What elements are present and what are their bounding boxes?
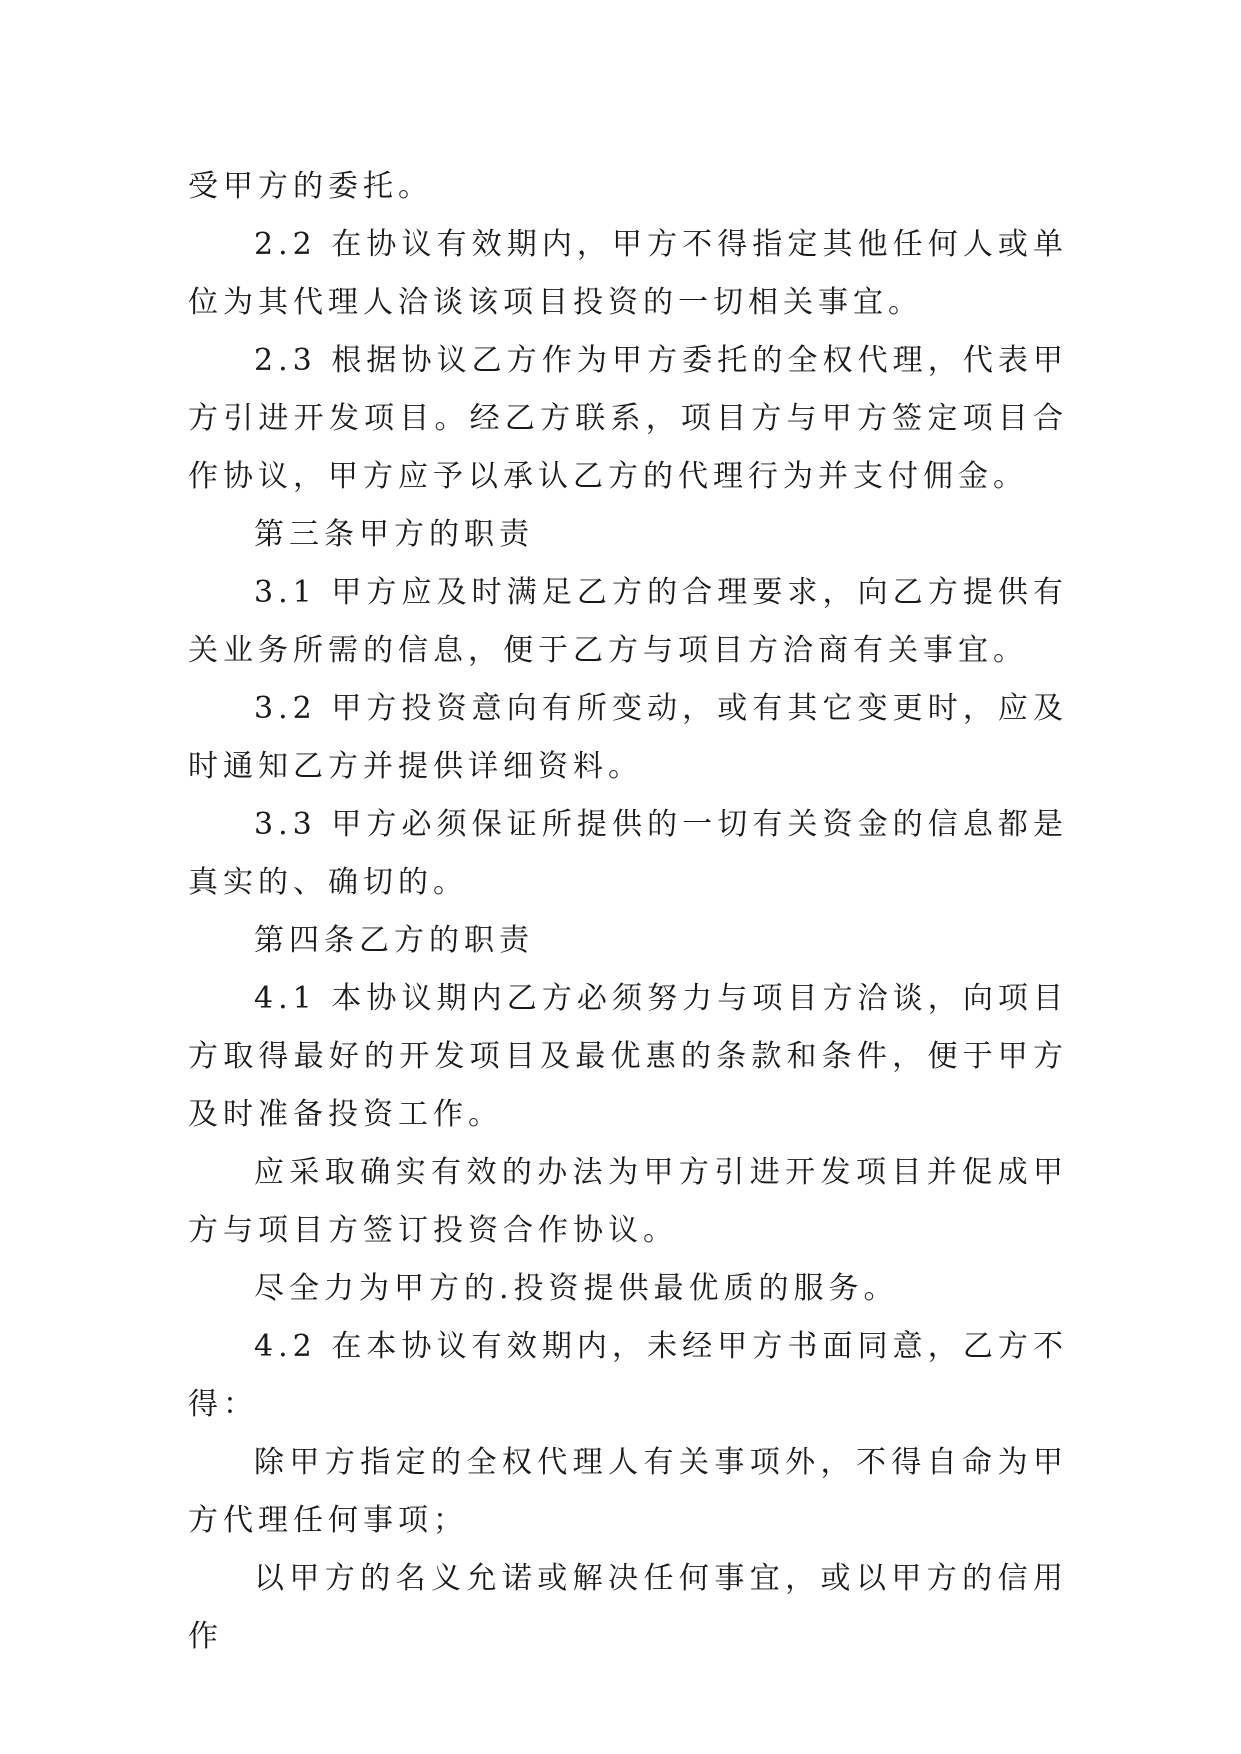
section-heading-article-4: 第四条乙方的职责 — [254, 923, 534, 958]
paragraph-14: 以甲方的名义允诺或解决任何事宜，或以甲方的信用作 — [188, 1561, 1068, 1654]
document-body — [188, 158, 1068, 1666]
paragraph-11: 尽全力为甲方的.投资提供最优质的服务。 — [254, 1271, 899, 1306]
paragraph-12: 4.2 在本协议有效期内，未经甲方书面同意，乙方不得： — [188, 1329, 1068, 1422]
paragraph-3: 2.3 根据协议乙方作为甲方委托的全权代理，代表甲方引进开发项目。经乙方联系，项目方与甲方签定项目合作协议，甲方应予以承认乙方的代理行为并支付佣金。 — [188, 343, 1068, 494]
paragraph-7: 3.3 甲方必须保证所提供的一切有关资金的信息都是真实的、确切的。 — [188, 807, 1068, 900]
paragraph-13: 除甲方指定的全权代理人有关事项外，不得自命为甲方代理任何事项； — [188, 1445, 1068, 1538]
paragraph-9: 4.1 本协议期内乙方必须努力与项目方洽谈，向项目方取得最好的开发项目及最优惠的条款和条件，便于甲方及时准备投资工作。 — [188, 981, 1068, 1132]
paragraph-5: 3.1 甲方应及时满足乙方的合理要求，向乙方提供有关业务所需的信息，便于乙方与项目方洽商有关事宜。 — [188, 575, 1068, 668]
paragraph-2: 2.2 在协议有效期内，甲方不得指定其他任何人或单位为其代理人洽谈该项目投资的一切相关事宜。 — [188, 227, 1068, 320]
paragraph-6: 3.2 甲方投资意向有所变动，或有其它变更时，应及时通知乙方并提供详细资料。 — [188, 691, 1068, 784]
paragraph-10: 应采取确实有效的办法为甲方引进开发项目并促成甲方与项目方签订投资合作协议。 — [188, 1155, 1068, 1248]
section-heading-article-3: 第三条甲方的职责 — [254, 517, 534, 552]
paragraph-1: 受甲方的委托。 — [188, 169, 433, 204]
